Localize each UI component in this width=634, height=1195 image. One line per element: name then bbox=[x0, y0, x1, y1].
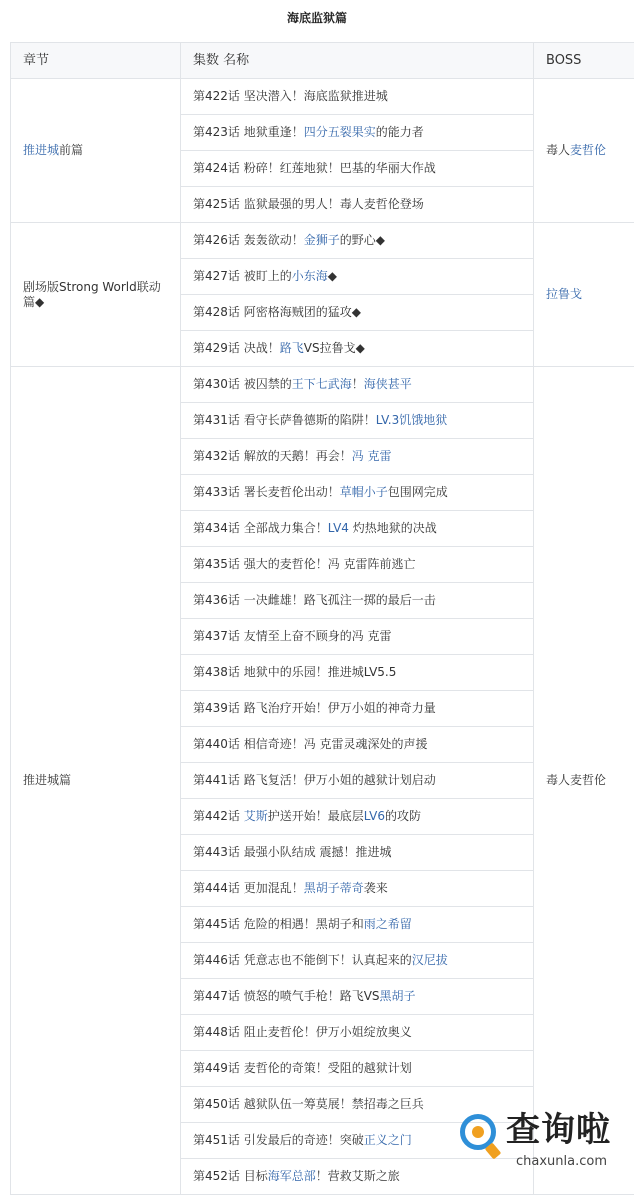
link-text[interactable]: 路飞 bbox=[280, 341, 304, 355]
text-segment: 袭来 bbox=[364, 881, 388, 895]
text-segment: 第434话 全部战力集合！ bbox=[193, 521, 328, 535]
text-segment: 第430话 被囚禁的 bbox=[193, 377, 292, 391]
table-body bbox=[11, 79, 634, 1195]
text-segment: 第451话 引发最后的奇迹！突破 bbox=[193, 1133, 364, 1147]
text-segment: 第436话 一决雌雄！路飞孤注一掷的最后一击 bbox=[193, 593, 436, 607]
text-segment: 第445话 危险的相遇！黑胡子和 bbox=[193, 917, 364, 931]
episode-cell bbox=[181, 1051, 534, 1087]
text-segment: 第427话 被盯上的 bbox=[193, 269, 292, 283]
text-segment: 第437话 友情至上奋不顾身的冯 克雷 bbox=[193, 629, 392, 643]
link-text[interactable]: 草帽小子 bbox=[340, 485, 388, 499]
table-row bbox=[11, 367, 634, 403]
text-segment: 第435话 强大的麦哲伦！冯 克雷阵前逃亡 bbox=[193, 557, 416, 571]
link-text[interactable]: 冯 克雷 bbox=[352, 449, 392, 463]
link-text[interactable]: 正义之门 bbox=[364, 1133, 412, 1147]
page-title: 海底监狱篇 bbox=[0, 8, 634, 28]
text-segment: 第423话 地狱重逢！ bbox=[193, 125, 304, 139]
text-segment: 毒人麦哲伦 bbox=[546, 773, 606, 787]
link-text[interactable]: 四分五裂果实 bbox=[304, 125, 376, 139]
text-segment: 第441话 路飞复活！伊万小姐的越狱计划启动 bbox=[193, 773, 436, 787]
episode-cell bbox=[181, 619, 534, 655]
link-text[interactable]: 海侠甚平 bbox=[364, 377, 412, 391]
text-segment: 第449话 麦哲伦的奇策！受阻的越狱计划 bbox=[193, 1061, 412, 1075]
text-segment: 护送开始！最底层 bbox=[268, 809, 364, 823]
link-text[interactable]: 汉尼拔 bbox=[412, 953, 448, 967]
text-segment: 第439话 路飞治疗开始！伊万小姐的神奇力量 bbox=[193, 701, 436, 715]
text-segment: 第447话 愤怒的喷气手枪！路飞VS bbox=[193, 989, 380, 1003]
text-segment: 第431话 看守长萨鲁德斯的陷阱！ bbox=[193, 413, 376, 427]
text-segment: 包围网完成 bbox=[388, 485, 448, 499]
link-text[interactable]: 麦哲伦 bbox=[570, 143, 606, 157]
link-text[interactable]: 雨之希留 bbox=[364, 917, 412, 931]
episode-cell bbox=[181, 367, 534, 403]
header-episode: 集数 名称 bbox=[181, 43, 534, 79]
table-header-row bbox=[11, 43, 634, 79]
link-text[interactable]: 小东海 bbox=[292, 269, 328, 283]
watermark-logo bbox=[458, 1106, 628, 1176]
text-segment: 第428话 阿密格海贼团的猛攻◆ bbox=[193, 305, 361, 319]
watermark-url: chaxunla.com bbox=[516, 1154, 607, 1170]
episode-cell bbox=[181, 295, 534, 331]
text-segment: 第443话 最强小队结成 震撼！推进城 bbox=[193, 845, 392, 859]
episode-table bbox=[10, 42, 634, 1195]
link-text[interactable]: 海军总部 bbox=[268, 1169, 316, 1183]
text-segment: 第450话 越狱队伍一筹莫展！禁招毒之巨兵 bbox=[193, 1097, 424, 1111]
boss-cell bbox=[534, 223, 634, 367]
text-segment: 毒人 bbox=[546, 143, 570, 157]
text-segment: 第424话 粉碎！红莲地狱！巴基的华丽大作战 bbox=[193, 161, 436, 175]
episode-cell bbox=[181, 799, 534, 835]
text-segment: 第429话 决战！ bbox=[193, 341, 280, 355]
text-segment: 第440话 相信奇迹！冯 克雷灵魂深处的声援 bbox=[193, 737, 428, 751]
watermark-text: 查询啦 bbox=[506, 1110, 611, 1150]
text-segment: 灼热地狱的决战 bbox=[349, 521, 437, 535]
text-segment: 第422话 坚决潜入！海底监狱推进城 bbox=[193, 89, 388, 103]
text-segment: 的能力者 bbox=[376, 125, 424, 139]
link-text[interactable]: 金狮子 bbox=[304, 233, 340, 247]
episode-cell bbox=[181, 655, 534, 691]
episode-cell bbox=[181, 871, 534, 907]
episode-cell bbox=[181, 907, 534, 943]
chapter-cell bbox=[11, 79, 181, 223]
episode-cell bbox=[181, 547, 534, 583]
episode-cell bbox=[181, 583, 534, 619]
text-segment: 的野心◆ bbox=[340, 233, 385, 247]
link-text[interactable]: 艾斯 bbox=[244, 809, 268, 823]
text-segment: ◆ bbox=[328, 269, 337, 283]
chapter-cell bbox=[11, 223, 181, 367]
episode-cell bbox=[181, 763, 534, 799]
episode-cell bbox=[181, 727, 534, 763]
table-row bbox=[11, 223, 634, 259]
episode-cell bbox=[181, 511, 534, 547]
header-chapter: 章节 bbox=[11, 43, 181, 79]
episode-cell bbox=[181, 439, 534, 475]
episode-cell bbox=[181, 223, 534, 259]
link-text[interactable]: 黑胡子 bbox=[380, 989, 416, 1003]
text-segment: 剧场版Strong World联动篇◆ bbox=[23, 280, 161, 309]
link-text[interactable]: LV4 bbox=[328, 521, 349, 535]
text-segment: 第433话 署长麦哲伦出动！ bbox=[193, 485, 340, 499]
link-text[interactable]: 拉鲁戈 bbox=[546, 287, 582, 301]
episode-cell bbox=[181, 115, 534, 151]
text-segment: VS拉鲁戈◆ bbox=[304, 341, 365, 355]
link-text[interactable]: 推进城 bbox=[23, 143, 59, 157]
text-segment: ！ bbox=[352, 377, 364, 391]
link-text[interactable]: 王下七武海 bbox=[292, 377, 352, 391]
link-text[interactable]: LV6 bbox=[364, 809, 385, 823]
text-segment: 第446话 凭意志也不能倒下！认真起来的 bbox=[193, 953, 412, 967]
text-segment: ！营救艾斯之旅 bbox=[316, 1169, 400, 1183]
text-segment: 推进城篇 bbox=[23, 773, 71, 787]
episode-cell bbox=[181, 331, 534, 367]
episode-cell bbox=[181, 79, 534, 115]
episode-cell bbox=[181, 151, 534, 187]
text-segment: 第426话 轰轰欲动！ bbox=[193, 233, 304, 247]
text-segment: 第425话 监狱最强的男人！毒人麦哲伦登场 bbox=[193, 197, 424, 211]
magnifier-handle bbox=[485, 1142, 502, 1159]
link-text[interactable]: LV.3饥饿地狱 bbox=[376, 413, 447, 427]
chapter-cell bbox=[11, 367, 181, 1195]
text-segment: 第432话 解放的天鹅！再会！ bbox=[193, 449, 352, 463]
boss-cell bbox=[534, 367, 634, 1195]
text-segment: 第442话 bbox=[193, 809, 244, 823]
episode-cell bbox=[181, 691, 534, 727]
text-segment: 第448话 阻止麦哲伦！伊万小姐绽放奥义 bbox=[193, 1025, 412, 1039]
logo-dot bbox=[472, 1126, 484, 1138]
header-boss: BOSS bbox=[534, 43, 634, 79]
episode-cell bbox=[181, 979, 534, 1015]
text-segment: 第452话 目标 bbox=[193, 1169, 268, 1183]
table-row bbox=[11, 79, 634, 115]
episode-cell bbox=[181, 259, 534, 295]
episode-cell bbox=[181, 187, 534, 223]
episode-cell bbox=[181, 943, 534, 979]
boss-cell bbox=[534, 79, 634, 223]
episode-cell bbox=[181, 835, 534, 871]
link-text[interactable]: 黑胡子蒂奇 bbox=[304, 881, 364, 895]
text-segment: 第438话 地狱中的乐园！推进城LV5.5 bbox=[193, 665, 396, 679]
episode-cell bbox=[181, 475, 534, 511]
text-segment: 前篇 bbox=[59, 143, 83, 157]
episode-cell bbox=[181, 1015, 534, 1051]
text-segment: 第444话 更加混乱！ bbox=[193, 881, 304, 895]
episode-cell bbox=[181, 403, 534, 439]
text-segment: 的攻防 bbox=[385, 809, 421, 823]
